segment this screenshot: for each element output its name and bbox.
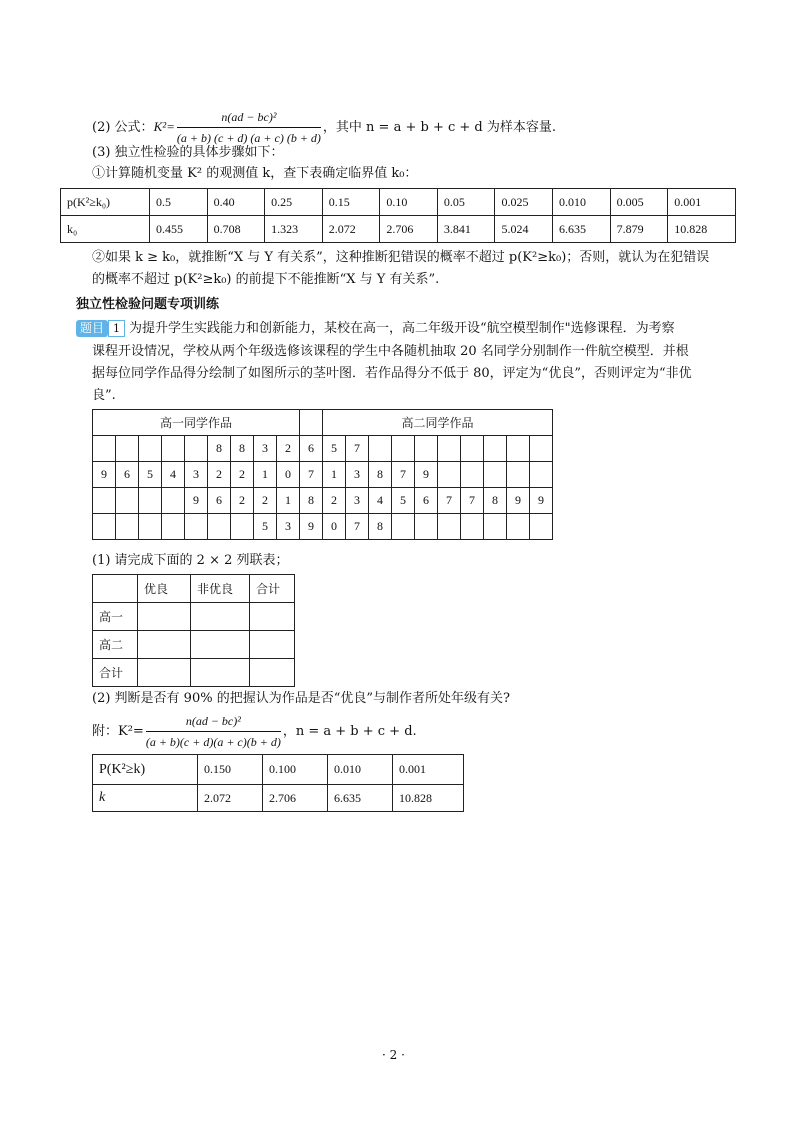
leaf-cell: 7 — [461, 488, 484, 514]
row-label: k — [93, 785, 198, 812]
leaf-cell: 1 — [277, 488, 300, 514]
leaf-cell: 2 — [323, 488, 346, 514]
col-header: 优良 — [138, 575, 191, 603]
stem-cell: 6 — [300, 436, 323, 462]
leaf-cell — [116, 488, 139, 514]
problem-line-2: 课程开设情况，学校从两个年级选修该课程的学生中各随机抽取 20 名同学分别制作一件航空模型．并根 — [92, 344, 689, 359]
table-row — [93, 488, 553, 514]
leaf-cell: 6 — [116, 462, 139, 488]
table-cell: 0.455 — [150, 216, 208, 243]
leaf-cell: 2 — [231, 488, 254, 514]
blank-cell[interactable] — [138, 603, 191, 631]
row-label: p(K²≥k₀) — [61, 189, 150, 216]
leaf-cell — [93, 488, 116, 514]
leaf-cell — [461, 436, 484, 462]
leaf-cell — [415, 514, 438, 540]
step-2-line-1: ②如果 k ≥ k₀，就推断“X 与 Y 有关系”，这种推断犯错误的概率不超过 p(K²≥k₀)；否则，就认为在犯错误 — [92, 250, 710, 265]
leaf-cell: 9 — [185, 488, 208, 514]
leaf-cell: 8 — [369, 462, 392, 488]
stem-header — [300, 410, 323, 436]
leaf-cell — [162, 488, 185, 514]
leaf-cell: 8 — [369, 514, 392, 540]
table-row — [93, 631, 295, 659]
blank-cell[interactable] — [250, 631, 295, 659]
question-1: (1) 请完成下面的 2 × 2 列联表； — [92, 553, 289, 568]
leaf-cell — [415, 436, 438, 462]
leaf-cell: 5 — [254, 514, 277, 540]
left-header: 高一同学作品 — [93, 410, 300, 436]
table-row — [61, 189, 736, 216]
leaf-cell: 1 — [254, 462, 277, 488]
table-cell: 10.828 — [393, 785, 464, 812]
leaf-cell — [392, 436, 415, 462]
table-row — [93, 575, 295, 603]
table-cell: 0.010 — [328, 755, 393, 785]
leaf-cell: 9 — [415, 462, 438, 488]
leaf-cell — [93, 514, 116, 540]
table-cell: 2.072 — [322, 216, 380, 243]
leaf-cell: 3 — [277, 514, 300, 540]
problem-line-3: 据每位同学作品得分绘制了如图所示的茎叶图．若作品得分不低于 80，评定为“优良”，否则评定为“非优 — [92, 366, 692, 381]
row-label: k₀ — [61, 216, 150, 243]
blank-cell[interactable] — [250, 603, 295, 631]
table-cell: 0.15 — [322, 189, 380, 216]
blank-cell[interactable] — [138, 659, 191, 687]
leaf-cell: 9 — [93, 462, 116, 488]
formula-label: (2) 公式： — [92, 120, 154, 135]
table-cell: 0.40 — [207, 189, 265, 216]
formula-tail: ，其中 n = a + b + c + d 为样本容量. — [322, 120, 556, 135]
row-header: 合计 — [93, 659, 138, 687]
col-header: 合计 — [250, 575, 295, 603]
step-1: ①计算随机变量 K² 的观测值 k，查下表确定临界值 k₀： — [92, 166, 418, 181]
stem-cell: 9 — [300, 514, 323, 540]
leaf-cell — [484, 436, 507, 462]
table-cell: 6.635 — [553, 216, 611, 243]
p-value-table — [92, 754, 464, 812]
attach-label: 附：K²= — [92, 724, 144, 739]
blank-cell[interactable] — [191, 631, 250, 659]
table-cell: 2.706 — [380, 216, 438, 243]
leaf-cell: 7 — [438, 488, 461, 514]
leaf-cell — [185, 514, 208, 540]
problem-text-1: 为提升学生实践能力和创新能力，某校在高一，高二年级开设“航空模型制作"选修课程．为考察 — [129, 321, 675, 336]
table-row — [93, 785, 464, 812]
table-cell: 1.323 — [265, 216, 323, 243]
leaf-cell — [116, 514, 139, 540]
table-cell: 0.5 — [150, 189, 208, 216]
leaf-cell: 6 — [208, 488, 231, 514]
leaf-cell: 9 — [530, 488, 553, 514]
leaf-cell: 3 — [254, 436, 277, 462]
table-cell: 3.841 — [437, 216, 495, 243]
attach-tail: ，n = a + b + c + d. — [282, 724, 417, 739]
row-header: 高一 — [93, 603, 138, 631]
table-cell: 0.708 — [207, 216, 265, 243]
leaf-cell: 7 — [346, 436, 369, 462]
leaf-cell: 9 — [507, 488, 530, 514]
leaf-cell: 3 — [346, 488, 369, 514]
stem-cell: 8 — [300, 488, 323, 514]
leaf-cell — [438, 514, 461, 540]
problem-number: 1 — [108, 320, 125, 337]
table-cell: 0.150 — [198, 755, 263, 785]
step-2-line-2: 的概率不超过 p(K²≥k₀) 的前提下不能推断“X 与 Y 有关系”. — [92, 272, 440, 287]
table-cell: 10.828 — [668, 216, 736, 243]
leaf-cell — [507, 462, 530, 488]
table-cell: 0.025 — [495, 189, 553, 216]
formula-k2: K²= — [153, 119, 175, 134]
formula-line — [92, 108, 556, 147]
leaf-cell: 5 — [392, 488, 415, 514]
steps-title: (3) 独立性检验的具体步骤如下： — [92, 145, 284, 160]
table-row — [93, 514, 553, 540]
leaf-cell: 8 — [231, 436, 254, 462]
leaf-cell — [438, 436, 461, 462]
row-header: 高二 — [93, 631, 138, 659]
leaf-cell: 4 — [369, 488, 392, 514]
leaf-cell — [162, 436, 185, 462]
right-header: 高二同学作品 — [323, 410, 553, 436]
table-cell: 0.001 — [393, 755, 464, 785]
leaf-cell: 7 — [392, 462, 415, 488]
leaf-cell — [484, 514, 507, 540]
leaf-cell: 2 — [277, 436, 300, 462]
leaf-cell — [530, 514, 553, 540]
table-cell: 0.100 — [263, 755, 328, 785]
page-number: · 2 · — [382, 1048, 405, 1062]
leaf-cell — [162, 514, 185, 540]
table-cell: 0.05 — [437, 189, 495, 216]
table-row — [93, 603, 295, 631]
leaf-cell: 1 — [323, 462, 346, 488]
leaf-cell: 3 — [185, 462, 208, 488]
formula-denominator: (a + b) (c + d) (a + c) (b + d) — [176, 131, 321, 145]
table-cell: 2.072 — [198, 785, 263, 812]
blank-cell[interactable] — [250, 659, 295, 687]
leaf-cell: 3 — [346, 462, 369, 488]
table-cell: 0.010 — [553, 189, 611, 216]
leaf-cell: 8 — [484, 488, 507, 514]
leaf-cell — [507, 514, 530, 540]
leaf-cell — [392, 514, 415, 540]
table-cell: 0.10 — [380, 189, 438, 216]
leaf-cell — [369, 436, 392, 462]
attach-fraction — [146, 712, 281, 751]
leaf-cell: 4 — [162, 462, 185, 488]
attach-numerator: n(ad − bc)² — [146, 712, 281, 732]
critical-values-table — [60, 188, 736, 243]
leaf-cell — [185, 436, 208, 462]
leaf-cell: 2 — [254, 488, 277, 514]
attach-denominator: (a + b)(c + d)(a + c)(b + d) — [145, 735, 281, 749]
table-cell: 7.879 — [610, 216, 668, 243]
table-cell: 0.25 — [265, 189, 323, 216]
question-2: (2) 判断是否有 90% 的把握认为作品是否“优良”与制作者所处年级有关? — [92, 691, 510, 706]
leaf-cell — [116, 436, 139, 462]
row-label: P(K²≥k) — [93, 755, 198, 785]
leaf-cell: 6 — [415, 488, 438, 514]
leaf-cell — [231, 514, 254, 540]
leaf-cell: 8 — [208, 436, 231, 462]
leaf-cell — [139, 488, 162, 514]
leaf-cell: 2 — [231, 462, 254, 488]
blank-cell[interactable] — [138, 631, 191, 659]
table-cell: 0.001 — [668, 189, 736, 216]
leaf-cell: 0 — [323, 514, 346, 540]
leaf-cell — [139, 436, 162, 462]
table-row — [93, 462, 553, 488]
leaf-cell — [461, 462, 484, 488]
problem-line-4: 良”. — [92, 388, 116, 403]
contingency-table — [92, 574, 295, 687]
table-cell: 6.635 — [328, 785, 393, 812]
corner-cell — [93, 575, 138, 603]
blank-cell[interactable] — [191, 603, 250, 631]
table-row — [93, 410, 553, 436]
leaf-cell — [484, 462, 507, 488]
leaf-cell — [208, 514, 231, 540]
col-header: 非优良 — [191, 575, 250, 603]
leaf-cell — [530, 462, 553, 488]
leaf-cell: 5 — [323, 436, 346, 462]
leaf-cell: 7 — [346, 514, 369, 540]
table-row — [61, 216, 736, 243]
formula-fraction — [177, 108, 321, 147]
leaf-cell — [507, 436, 530, 462]
attach-formula — [92, 712, 417, 751]
blank-cell[interactable] — [191, 659, 250, 687]
stem-leaf-table — [92, 409, 553, 540]
table-row — [93, 659, 295, 687]
section-title: 独立性检验问题专项训练 — [76, 297, 220, 312]
leaf-cell — [438, 462, 461, 488]
formula-numerator: n(ad − bc)² — [177, 108, 321, 128]
leaf-cell — [530, 436, 553, 462]
leaf-cell: 0 — [277, 462, 300, 488]
table-cell: 0.005 — [610, 189, 668, 216]
problem-badge: 题目 — [76, 320, 108, 337]
leaf-cell: 5 — [139, 462, 162, 488]
leaf-cell — [461, 514, 484, 540]
table-cell: 2.706 — [263, 785, 328, 812]
stem-cell: 7 — [300, 462, 323, 488]
leaf-cell — [139, 514, 162, 540]
table-row — [93, 436, 553, 462]
leaf-cell: 2 — [208, 462, 231, 488]
table-row — [93, 755, 464, 785]
table-cell: 5.024 — [495, 216, 553, 243]
problem-line-1 — [76, 320, 675, 338]
leaf-cell — [93, 436, 116, 462]
